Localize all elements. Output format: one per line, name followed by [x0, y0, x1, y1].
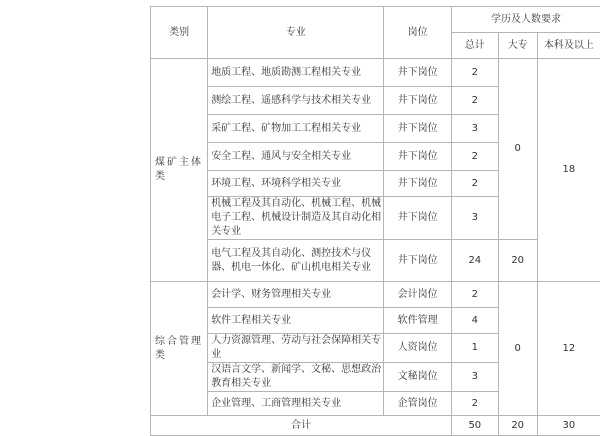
post-cell: 井下岗位: [384, 240, 452, 282]
header-post: 岗位: [384, 7, 452, 59]
total-cell: 4: [451, 308, 498, 334]
post-cell: 软件管理: [384, 308, 452, 334]
post-cell: 文秘岗位: [384, 363, 452, 392]
header-college: 大专: [498, 33, 537, 59]
major-cell: 安全工程、通风与安全相关专业: [208, 143, 384, 171]
category-cell: 综合管理类: [151, 282, 208, 416]
college-count-cell: 0: [498, 59, 537, 240]
header-category: 类别: [151, 7, 208, 59]
major-cell: 环境工程、环境科学相关专业: [208, 171, 384, 197]
total-cell: 3: [451, 115, 498, 143]
post-cell: 人资岗位: [384, 334, 452, 363]
major-cell: 企业管理、工商管理相关专业: [208, 392, 384, 416]
major-cell: 会计学、财务管理相关专业: [208, 282, 384, 308]
total-cell: 1: [451, 334, 498, 363]
total-cell: 2: [451, 282, 498, 308]
total-cell: 2: [451, 171, 498, 197]
total-cell: 3: [451, 197, 498, 240]
post-cell: 企管岗位: [384, 392, 452, 416]
total-cell: 2: [451, 392, 498, 416]
total-cell: 3: [451, 363, 498, 392]
footer-bachelor: 30: [537, 416, 600, 436]
total-cell: 2: [451, 59, 498, 87]
post-cell: 会计岗位: [384, 282, 452, 308]
footer-row: [151, 416, 600, 436]
college-cell: 20: [498, 240, 537, 282]
post-cell: 井下岗位: [384, 143, 452, 171]
total-cell: 24: [451, 240, 498, 282]
header-bachelor: 本科及以上: [537, 33, 600, 59]
major-cell: 汉语言文学、新闻学、文秘、思想政治教育相关专业: [208, 363, 384, 392]
post-cell: 井下岗位: [384, 197, 452, 240]
footer-total: 50: [451, 416, 498, 436]
recruitment-table: [150, 6, 600, 436]
table-row: [151, 59, 600, 87]
major-cell: 采矿工程、矿物加工工程相关专业: [208, 115, 384, 143]
header-total: 总计: [451, 33, 498, 59]
major-cell: 软件工程相关专业: [208, 308, 384, 334]
table-row: [151, 240, 600, 282]
category-cell: 煤矿主体类: [151, 59, 208, 282]
bachelor-count-cell: 18: [537, 59, 600, 282]
post-cell: 井下岗位: [384, 171, 452, 197]
bachelor-count-cell: 12: [537, 282, 600, 416]
college-count-cell: 0: [498, 282, 537, 416]
header-row: [151, 7, 600, 33]
major-cell: 测绘工程、遥感科学与技术相关专业: [208, 87, 384, 115]
post-cell: 井下岗位: [384, 59, 452, 87]
footer-label: 合计: [151, 416, 452, 436]
post-cell: 井下岗位: [384, 115, 452, 143]
major-cell: 人力资源管理、劳动与社会保障相关专业: [208, 334, 384, 363]
header-requirement-group: 学历及人数要求: [451, 7, 600, 33]
post-cell: 井下岗位: [384, 87, 452, 115]
total-cell: 2: [451, 87, 498, 115]
header-major: 专业: [208, 7, 384, 59]
major-cell: 机械工程及其自动化、机械工程、机械电子工程、机械设计制造及其自动化相关专业: [208, 197, 384, 240]
total-cell: 2: [451, 143, 498, 171]
major-cell: 电气工程及其自动化、测控技术与仪器、机电一体化、矿山机电相关专业: [208, 240, 384, 282]
table-row: [151, 282, 600, 308]
major-cell: 地质工程、地质勘测工程相关专业: [208, 59, 384, 87]
footer-college: 20: [498, 416, 537, 436]
